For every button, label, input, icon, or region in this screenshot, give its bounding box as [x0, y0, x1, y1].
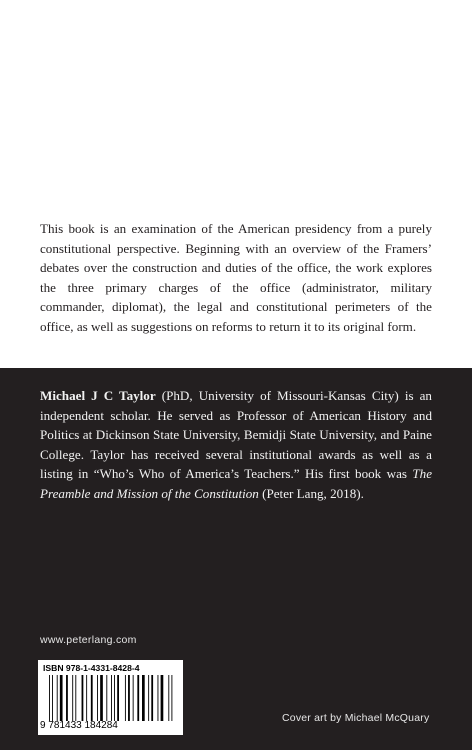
barcode-bars [49, 675, 173, 721]
isbn-barcode [38, 660, 183, 735]
first-book-title: The Preamble and Mission of the Constitution [40, 466, 432, 501]
book-description: This book is an examination of the American presidency from a purely constitutional perspective. Beginning with an overview of the Framers’ debates over the construction and duties of the office, the work explores the three primary charges of the office (administrator, military commander, diplomat), the legal and constitutional perimeters of the office, as well as suggestions on reforms to return it to its original form. [40, 221, 432, 334]
author-bio [40, 386, 432, 503]
barcode-digits: 9 781433 184284 [40, 720, 118, 731]
author-name: Michael J C Taylor [40, 388, 156, 403]
top-panel [0, 0, 472, 368]
author-bio-text-1: (PhD, University of Missouri-Kansas City) is an independent scholar. He served as Professor of American History and Politics at Dickinson State University, Bemidji State University, and Paine College. Taylor has received several institutional awards as well as a listing in “Who’s Who of America’s Teachers.” His first book was [40, 388, 432, 481]
bottom-panel [0, 368, 472, 750]
cover-art-credit: Cover art by Michael McQuary [282, 712, 430, 724]
author-bio-text-2: (Peter Lang, 2018). [258, 485, 364, 501]
isbn-label: ISBN 978-1-4331-8428-4 [43, 663, 140, 673]
publisher-url[interactable]: www.peterlang.com [40, 634, 137, 646]
